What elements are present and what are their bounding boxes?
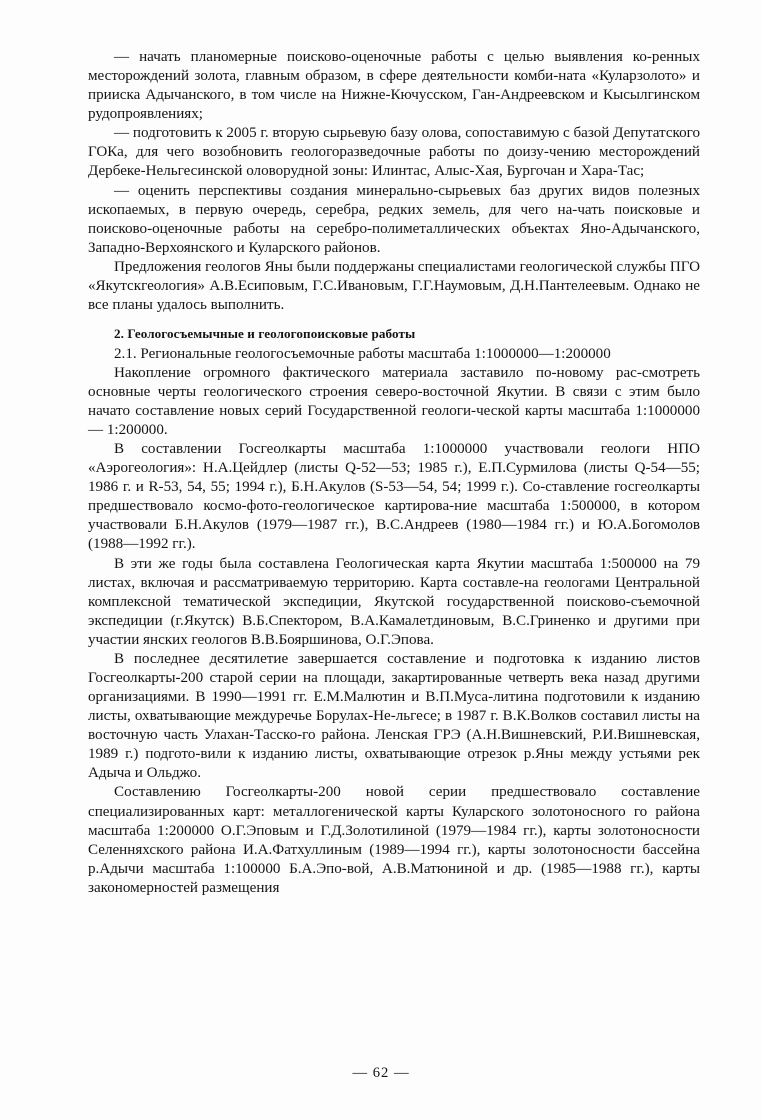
section-heading: 2. Геологосъемычные и геологопоисковые работы bbox=[114, 326, 416, 342]
paragraph: В последнее десятилетие завершается составление и подготовка к изданию листов Госгеолкарты-200 старой серии на площади, закартированные четверть века назад другими организациями. В 1990—1991 гг. Е.М.Малютин и В.П.Муса-литина подготовили к изданию листы, охватывающие междуречье Борулах-Не-льгесе; в 1987 г. В.К.Волков составил листы на восточную часть Улахан-Тасско-го района. Ленская ГРЭ (А.Н.Вишневский, Р.И.Вишневская, 1989 г.) подгото-вили к изданию листы, охватывающие отрезок р.Яны между устьями рек Адыча и Ольджо. bbox=[88, 650, 700, 782]
list-item: — подготовить к 2005 г. вторую сырьевую базу олова, сопоставимую с базой Депутатского ГОКа, для чего возобновить геологоразведочные работы по доизу-чению месторождений Дербеке-Нельгесинской оловорудной зоны: Илинтас, Алыс-Хая, Бургочан и Хара-Тас; bbox=[88, 125, 700, 180]
paragraph: Накопление огромного фактического материала заставило по-новому рас-смотреть основные черты геологического строения северо-восточной Якутии. В связи с этим было начато составление новых серий Государственной геологи-ческой карты масштаба 1:1000000 — 1:200000. bbox=[88, 364, 700, 438]
paragraph: В составлении Госгеолкарты масштаба 1:1000000 участвовали геологи НПО «Аэрогеология»: Н.А.Цейдлер (листы Q-52—53; 1985 г.), Е.П.Сурмилова (листы Q-54—55; 1986 г. и R-53, 54, 55; 1994 г.), Б.Н.Акулов (S-53—54, 54; 1999 г.). Со-ставление госгеолкарты предшествовало космо-фото-геологическое картирова-ние масштаба 1:500000, в котором участвовали Б.Н.Акулов (1979—1987 гг.), В.С.Андреев (1980—1984 гг.) и Ю.А.Богомолов (1988—1992 гг.). bbox=[88, 441, 700, 553]
paragraph: Предложения геологов Яны были поддержаны специалистами геологической службы ПГО «Якутскгеология» А.В.Есиповым, Г.С.Ивановым, Г.Г.Наумовым, Д.Н.Пантелеевым. Однако не все планы удалось выполнить. bbox=[88, 258, 700, 314]
list-item: — оценить перспективы создания минерально-сырьевых баз других видов полезных ископаемых, в первую очередь, серебра, редких земель, для чего на-чать поисковые и поисково-оценочные работы на серебро-полиметаллических объектах Яно-Адычанского, Западно-Верхоянского и Куларского районов. bbox=[88, 182, 700, 256]
page-number: — 62 — bbox=[352, 1065, 410, 1081]
paragraph: В эти же годы была составлена Геологическая карта Якутии масштаба 1:500000 на 79 листах, включая и рассматриваемую территорию. Карта составле-на геологами Центральной комплексной тематической экспедиции, Якутской государственной поисково-съемочной экспедиции (г.Якутск) В.Б.Спектором, В.А.Камалетдиновым, В.С.Гриненко и другими при участии янских геологов В.В.Бояршинова, О.Г.Эпова. bbox=[88, 555, 700, 648]
list-item: — начать планомерные поисково-оценочные работы с целью выявления ко-ренных месторождений золота, главным образом, в сфере деятельности комби-ната «Куларзолото» и прииска Адычанского, в том числе на Нижне-Кючусском, Ган-Андреевском и Кысылгинском рудопроявлениях; bbox=[88, 49, 700, 123]
paragraph: Составлению Госгеолкарты-200 новой серии предшествовало составление специализированных карт: металлогенической карты Куларского золотоносного го района масштаба 1:200000 О.Г.Эповым и Г.Д.Золотилиной (1979—1984 гг.), карты золотоносности Селенняхского района И.А.Фатхуллиным (1989—1994 гг.), карты золотоносности бассейна р.Адычи масштаба 1:100000 Б.А.Эпо-вой, А.В.Матюниной и др. (1985—1988 гг.), карты закономерностей размещения bbox=[88, 784, 700, 896]
page-body bbox=[88, 48, 700, 898]
paragraph: 2.1. Региональные геологосъемочные работы масштаба 1:1000000—1:200000 bbox=[114, 345, 611, 362]
